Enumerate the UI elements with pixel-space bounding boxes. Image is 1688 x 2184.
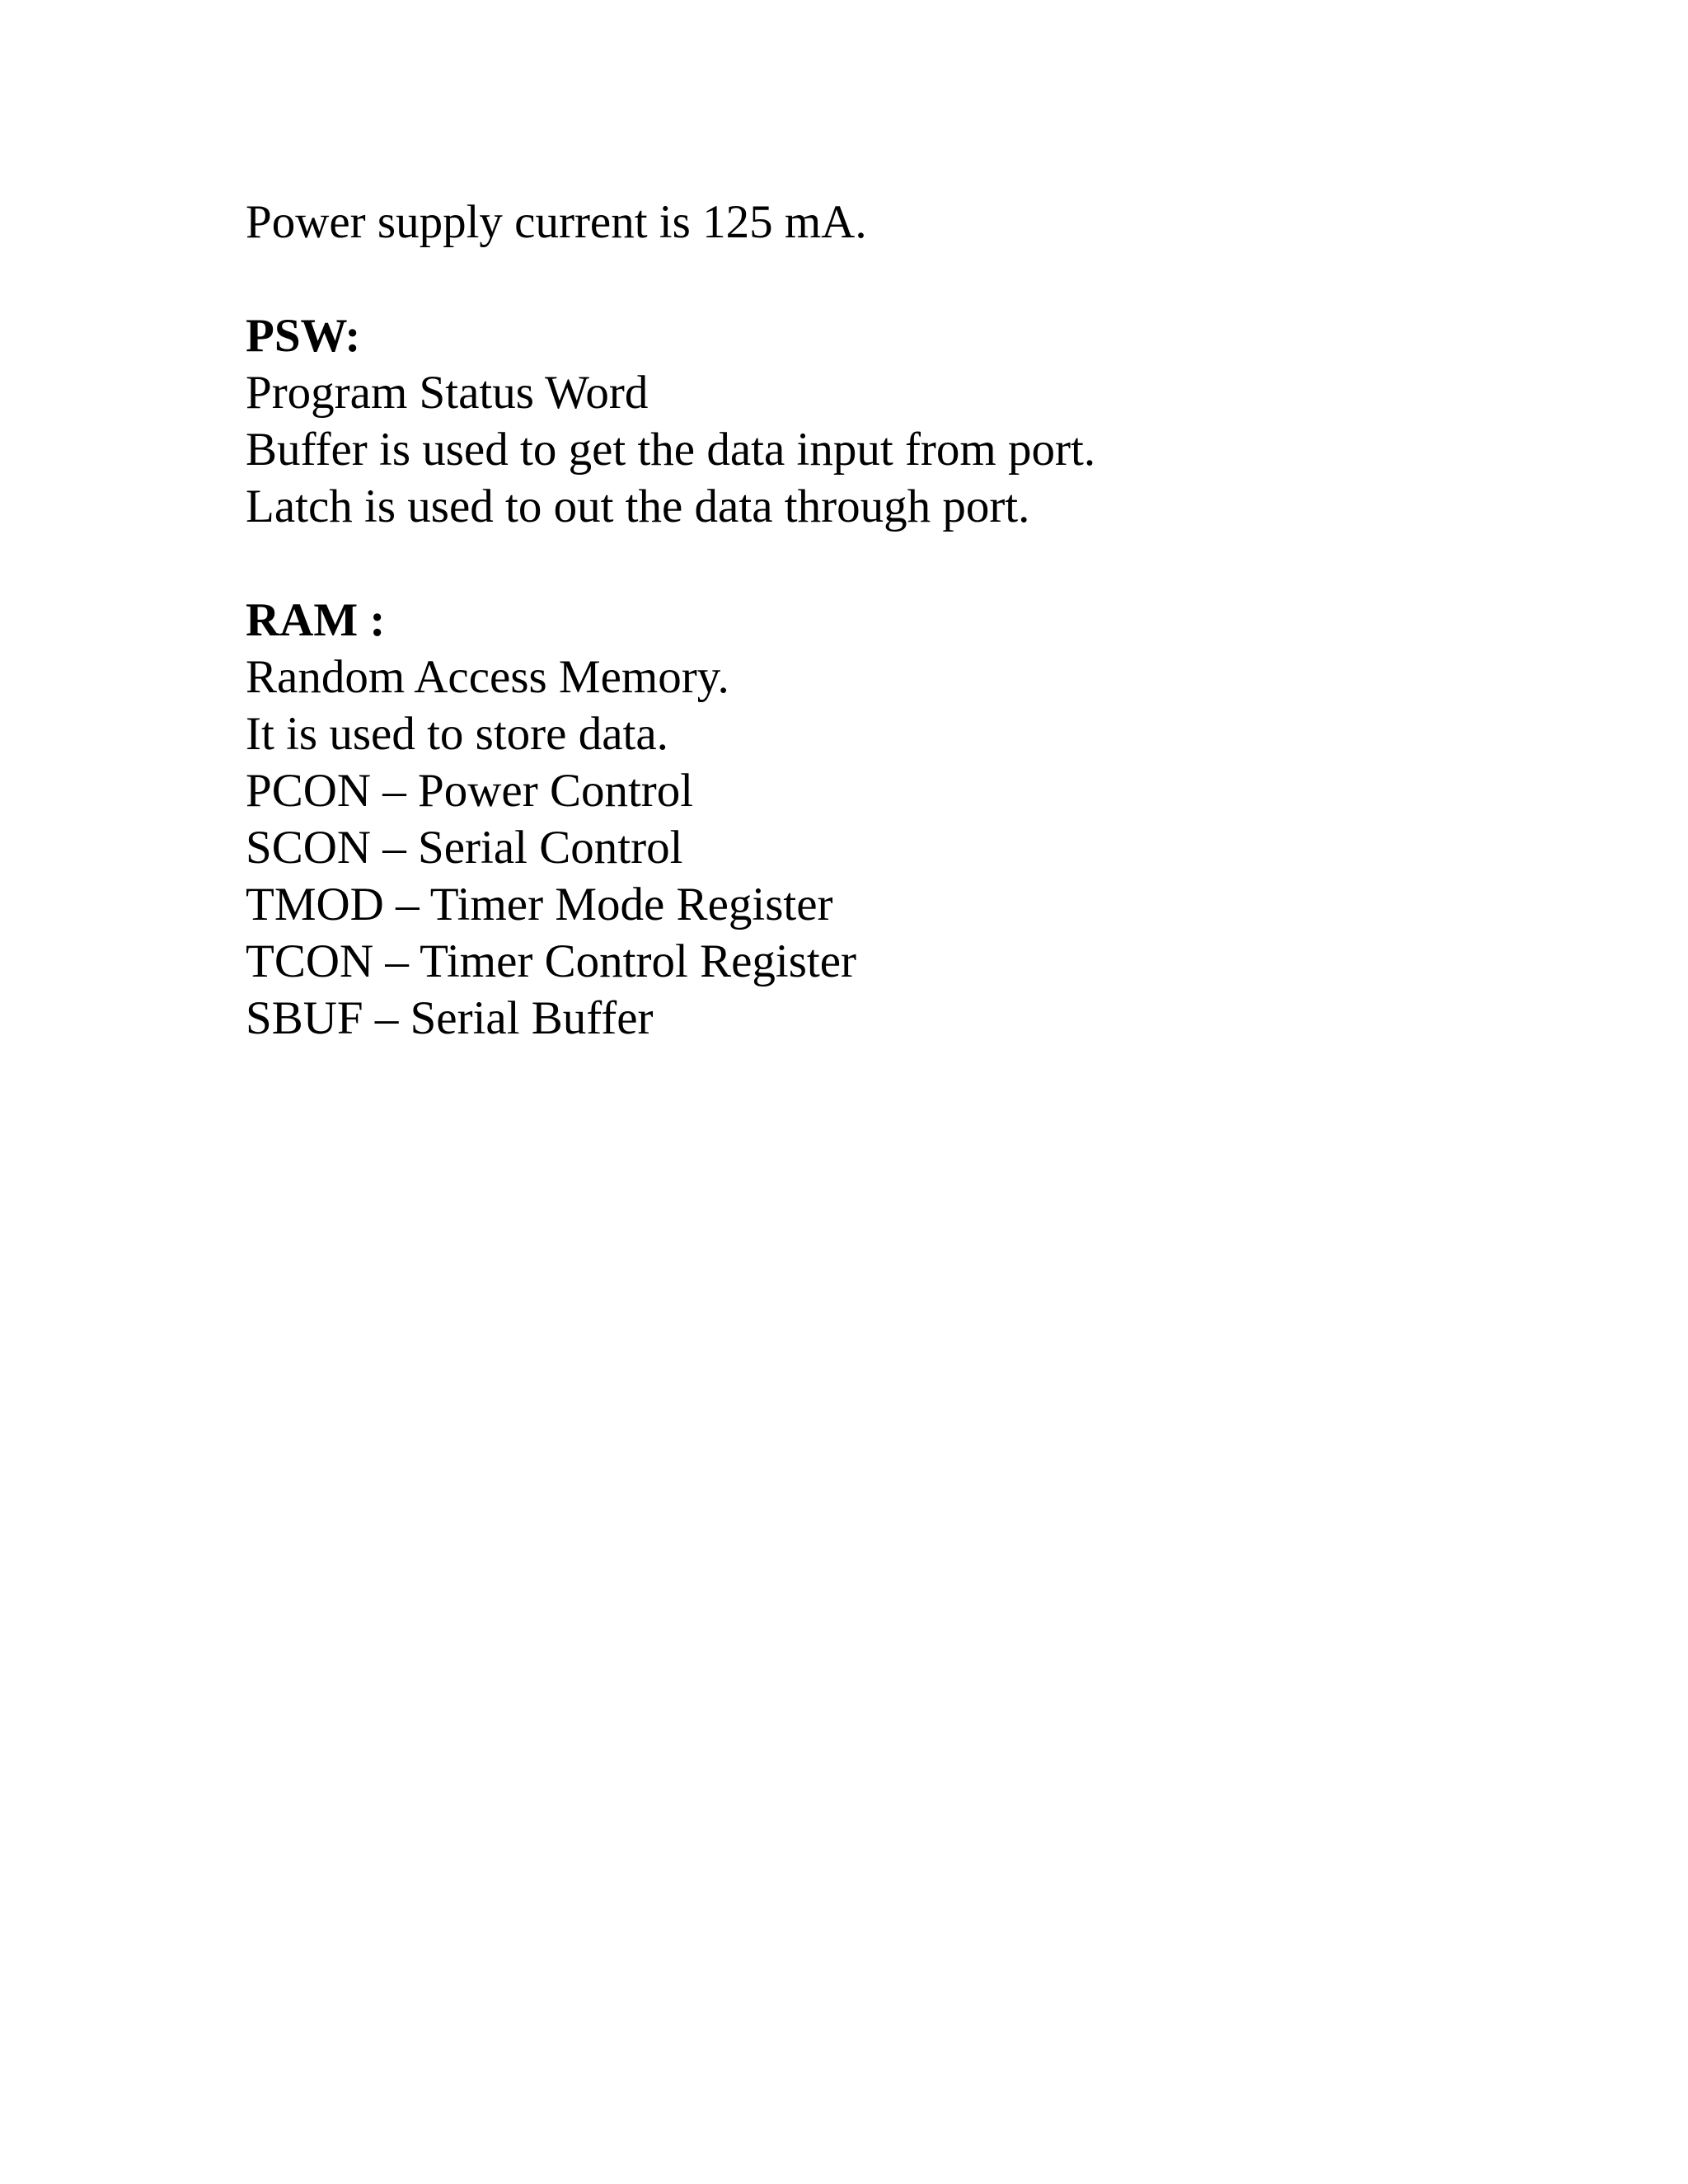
power-supply-text: Power supply current is 125 mA. bbox=[246, 196, 867, 248]
sbuf-item: SBUF – Serial Buffer bbox=[246, 992, 654, 1044]
scon-item: SCON – Serial Control bbox=[246, 822, 683, 874]
page-content bbox=[246, 194, 1482, 1047]
tmod-item: TMOD – Timer Mode Register bbox=[246, 879, 833, 930]
tcon-item: TCON – Timer Control Register bbox=[246, 935, 857, 987]
psw-heading: PSW: bbox=[246, 310, 361, 362]
psw-definition: Program Status Word bbox=[246, 367, 649, 419]
buffer-description: Buffer is used to get the data input from port. bbox=[246, 424, 1096, 476]
ram-purpose: It is used to store data. bbox=[246, 708, 668, 760]
spacer bbox=[246, 535, 1482, 592]
ram-definition: Random Access Memory. bbox=[246, 651, 729, 703]
ram-heading: RAM : bbox=[246, 594, 386, 646]
latch-description: Latch is used to out the data through port. bbox=[246, 480, 1030, 532]
pcon-item: PCON – Power Control bbox=[246, 765, 694, 817]
spacer bbox=[246, 251, 1482, 307]
